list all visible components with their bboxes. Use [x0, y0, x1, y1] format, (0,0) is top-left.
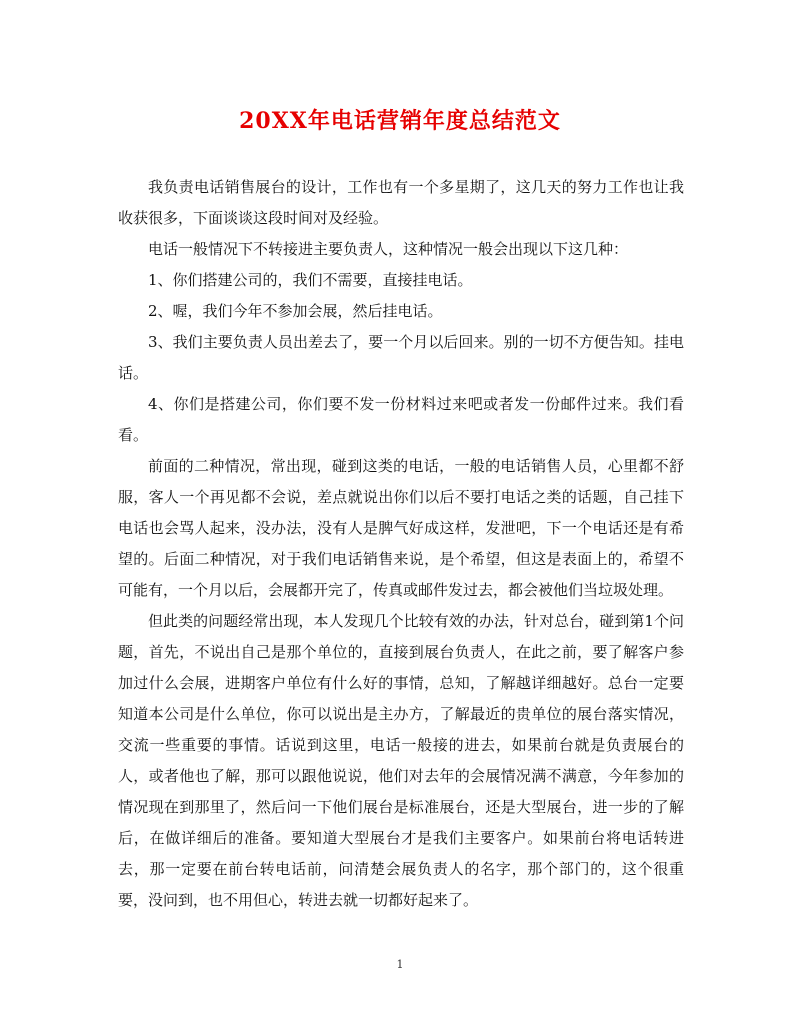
list-item-4: 4、你们是搭建公司，你们要不发一份材料过来吧或者发一份邮件过来。我们看看。: [118, 395, 684, 444]
list-item-3: 3、我们主要负责人员出差去了，要一个月以后回来。别的一切不方便告知。挂电话。: [118, 333, 684, 382]
list-item-1: 1、你们搭建公司的，我们不需要，直接挂电话。: [148, 271, 473, 289]
page-number: 1: [396, 958, 404, 971]
paragraph-situations: 电话一般情况下不转接进主要负责人，这种情况一般会出现以下这几种：: [148, 240, 629, 258]
document-title: 20XX年电话营销年度总结范文: [239, 108, 561, 134]
paragraph-methods: 但此类的问题经常出现，本人发现几个比较有效的办法，针对总台，碰到第1个问题，首先，不说出自己是那个单位的，直接到展台负责人，在此之前，要了解客户参加过什么会展，进期客户单位有什么好的事情，总知，了解越详细越好。总台一定要知道本公司是什么单位，你可以说出是主办方，了解最近的贵单位的展台落实情况，交流一些重要的事情。话说到这里，电话一般接的进去，如果前台就是负责展台的人，或者他也了解，那可以跟他说说，他们对去年的会展情况满不满意，今年参加的情况现在到那里了，然后问一下他们展台是标准展台，还是大型展台，进一步的了解后，在做详细后的准备。要知道大型展台才是我们主要客户。如果前台将电话转进去，那一定要在前台转电话前，问清楚会展负责人的名字，那个部门的，这个很重要，没问到，也不用但心，转进去就一切都好起来了。: [118, 612, 684, 909]
paragraph-analysis: 前面的二种情况，常出现，碰到这类的电话，一般的电话销售人员，心里都不舒服，客人一个再见都不会说，差点就说出你们以后不要打电话之类的话题，自己挂下电话也会骂人起来，没办法，没有人是脾气好成这样，发泄吧，下一个电话还是有希望的。后面二种情况，对于我们电话销售来说，是个希望，但这是表面上的，希望不可能有，一个月以后，会展都开完了，传真或邮件发过去，都会被他们当垃圾处理。: [118, 457, 684, 599]
paragraph-intro: 我负责电话销售展台的设计，工作也有一个多星期了，这几天的努力工作也让我收获很多，下面谈谈这段时间对及经验。: [118, 178, 684, 227]
list-item-2: 2、喔，我们今年不参加会展，然后挂电话。: [148, 302, 443, 320]
document-body: [118, 172, 684, 916]
